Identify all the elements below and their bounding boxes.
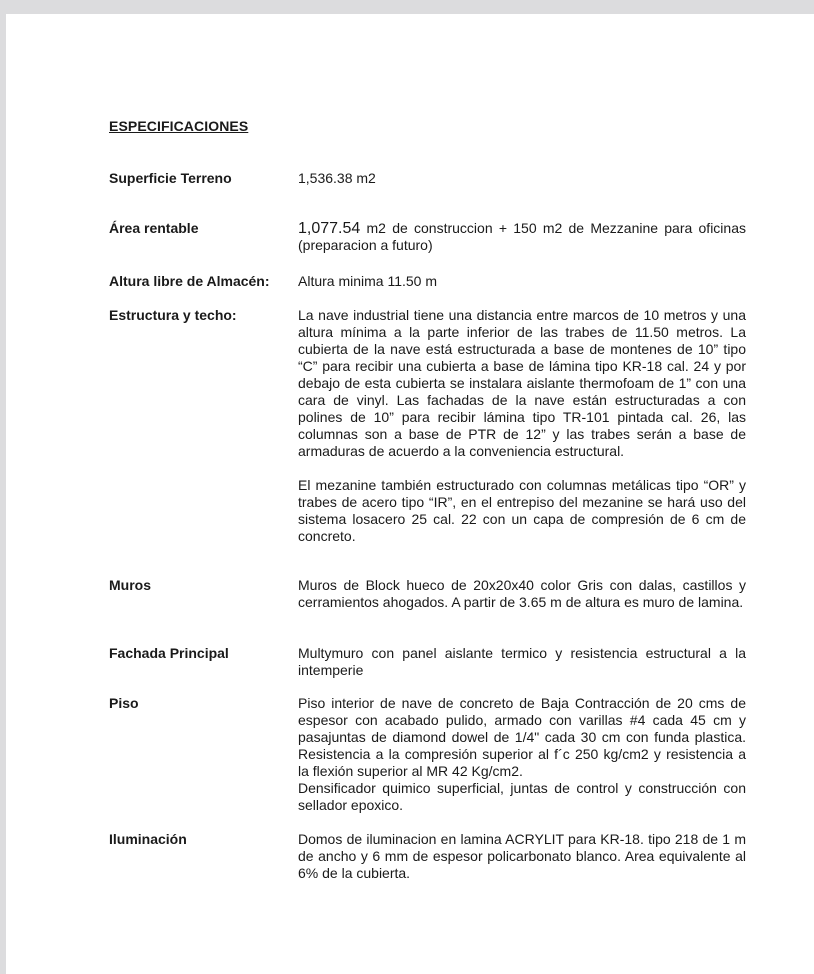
spec-label: Altura libre de Almacén:: [109, 273, 270, 289]
spec-paragraph: El mezanine también estructurado con columnas metálicas tipo “OR” y trabes de acero tipo “IR”, en el entrepiso del mezanine se hará uso del sistema losacero 25 cal. 22 con un capa de compresión de 6 cm de concreto.: [298, 477, 746, 544]
spec-value: Muros de Block hueco de 20x20x40 color Gris con dalas, castillos y cerramientos ahogados. A partir de 3.65 m de altura es muro de lamina.: [298, 577, 746, 610]
spec-value: Multymuro con panel aislante termico y resistencia estructural a la intemperie: [298, 645, 746, 678]
spec-label: Fachada Principal: [109, 645, 229, 661]
area-number: 1,077.54: [298, 220, 361, 237]
page-title: ESPECIFICACIONES: [109, 118, 249, 134]
spec-label: Estructura y techo:: [109, 307, 237, 323]
area-text: m2 de construccion + 150 m2 de Mezzanine para oficinas (preparacion a futuro): [298, 220, 746, 253]
spec-value: Altura minima 11.50 m: [298, 273, 438, 289]
spec-label: Piso: [109, 695, 139, 711]
spec-paragraph: Densificador quimico superficial, juntas de control y construcción con sellador epoxico.: [298, 780, 746, 813]
spec-value: Domos de iluminacion en lamina ACRYLIT para KR-18. tipo 218 de 1 m de ancho y 6 mm de espesor policarbonato blanco. Area equivalente al 6% de la cubierta.: [298, 831, 746, 881]
spec-label: Área rentable: [109, 220, 199, 236]
spec-label: Muros: [109, 577, 151, 593]
document-page: [6, 14, 814, 974]
spec-value: [298, 220, 746, 254]
spec-label: Superficie Terreno: [109, 170, 232, 186]
spec-label: Iluminación: [109, 831, 187, 847]
spec-value: [298, 695, 746, 814]
spec-value: [298, 307, 746, 545]
spec-paragraph: La nave industrial tiene una distancia entre marcos de 10 metros y una altura mínima a la parte inferior de las trabes de 11.50 metros. La cubierta de la nave está estructurada a base de montenes de 10” tipo “C” para recibir una cubierta a base de lámina tipo KR-18 cal. 24 y por debajo de esta cubierta se instalara aislante thermofoam de 1” con una cara de vinyl. Las fachadas de la nave están estructuradas a con polines de 10” para recibir lámina tipo TR-101 pintada cal. 26, las columnas son a base de PTR de 12” y las trabes serán a base de armaduras de acuerdo a la conveniencia estructural.: [298, 307, 746, 459]
spec-value: 1,536.38 m2: [298, 170, 376, 186]
spec-paragraph: Piso interior de nave de concreto de Baja Contracción de 20 cms de espesor con acabado pulido, armado con varillas #4 cada 45 cm y pasajuntas de diamond dowel de 1/4" cada 30 cm con funda plastica. Resistencia a la compresión superior al f´c 250 kg/cm2 y resistencia a la flexión superior al MR 42 Kg/cm2.: [298, 695, 746, 779]
